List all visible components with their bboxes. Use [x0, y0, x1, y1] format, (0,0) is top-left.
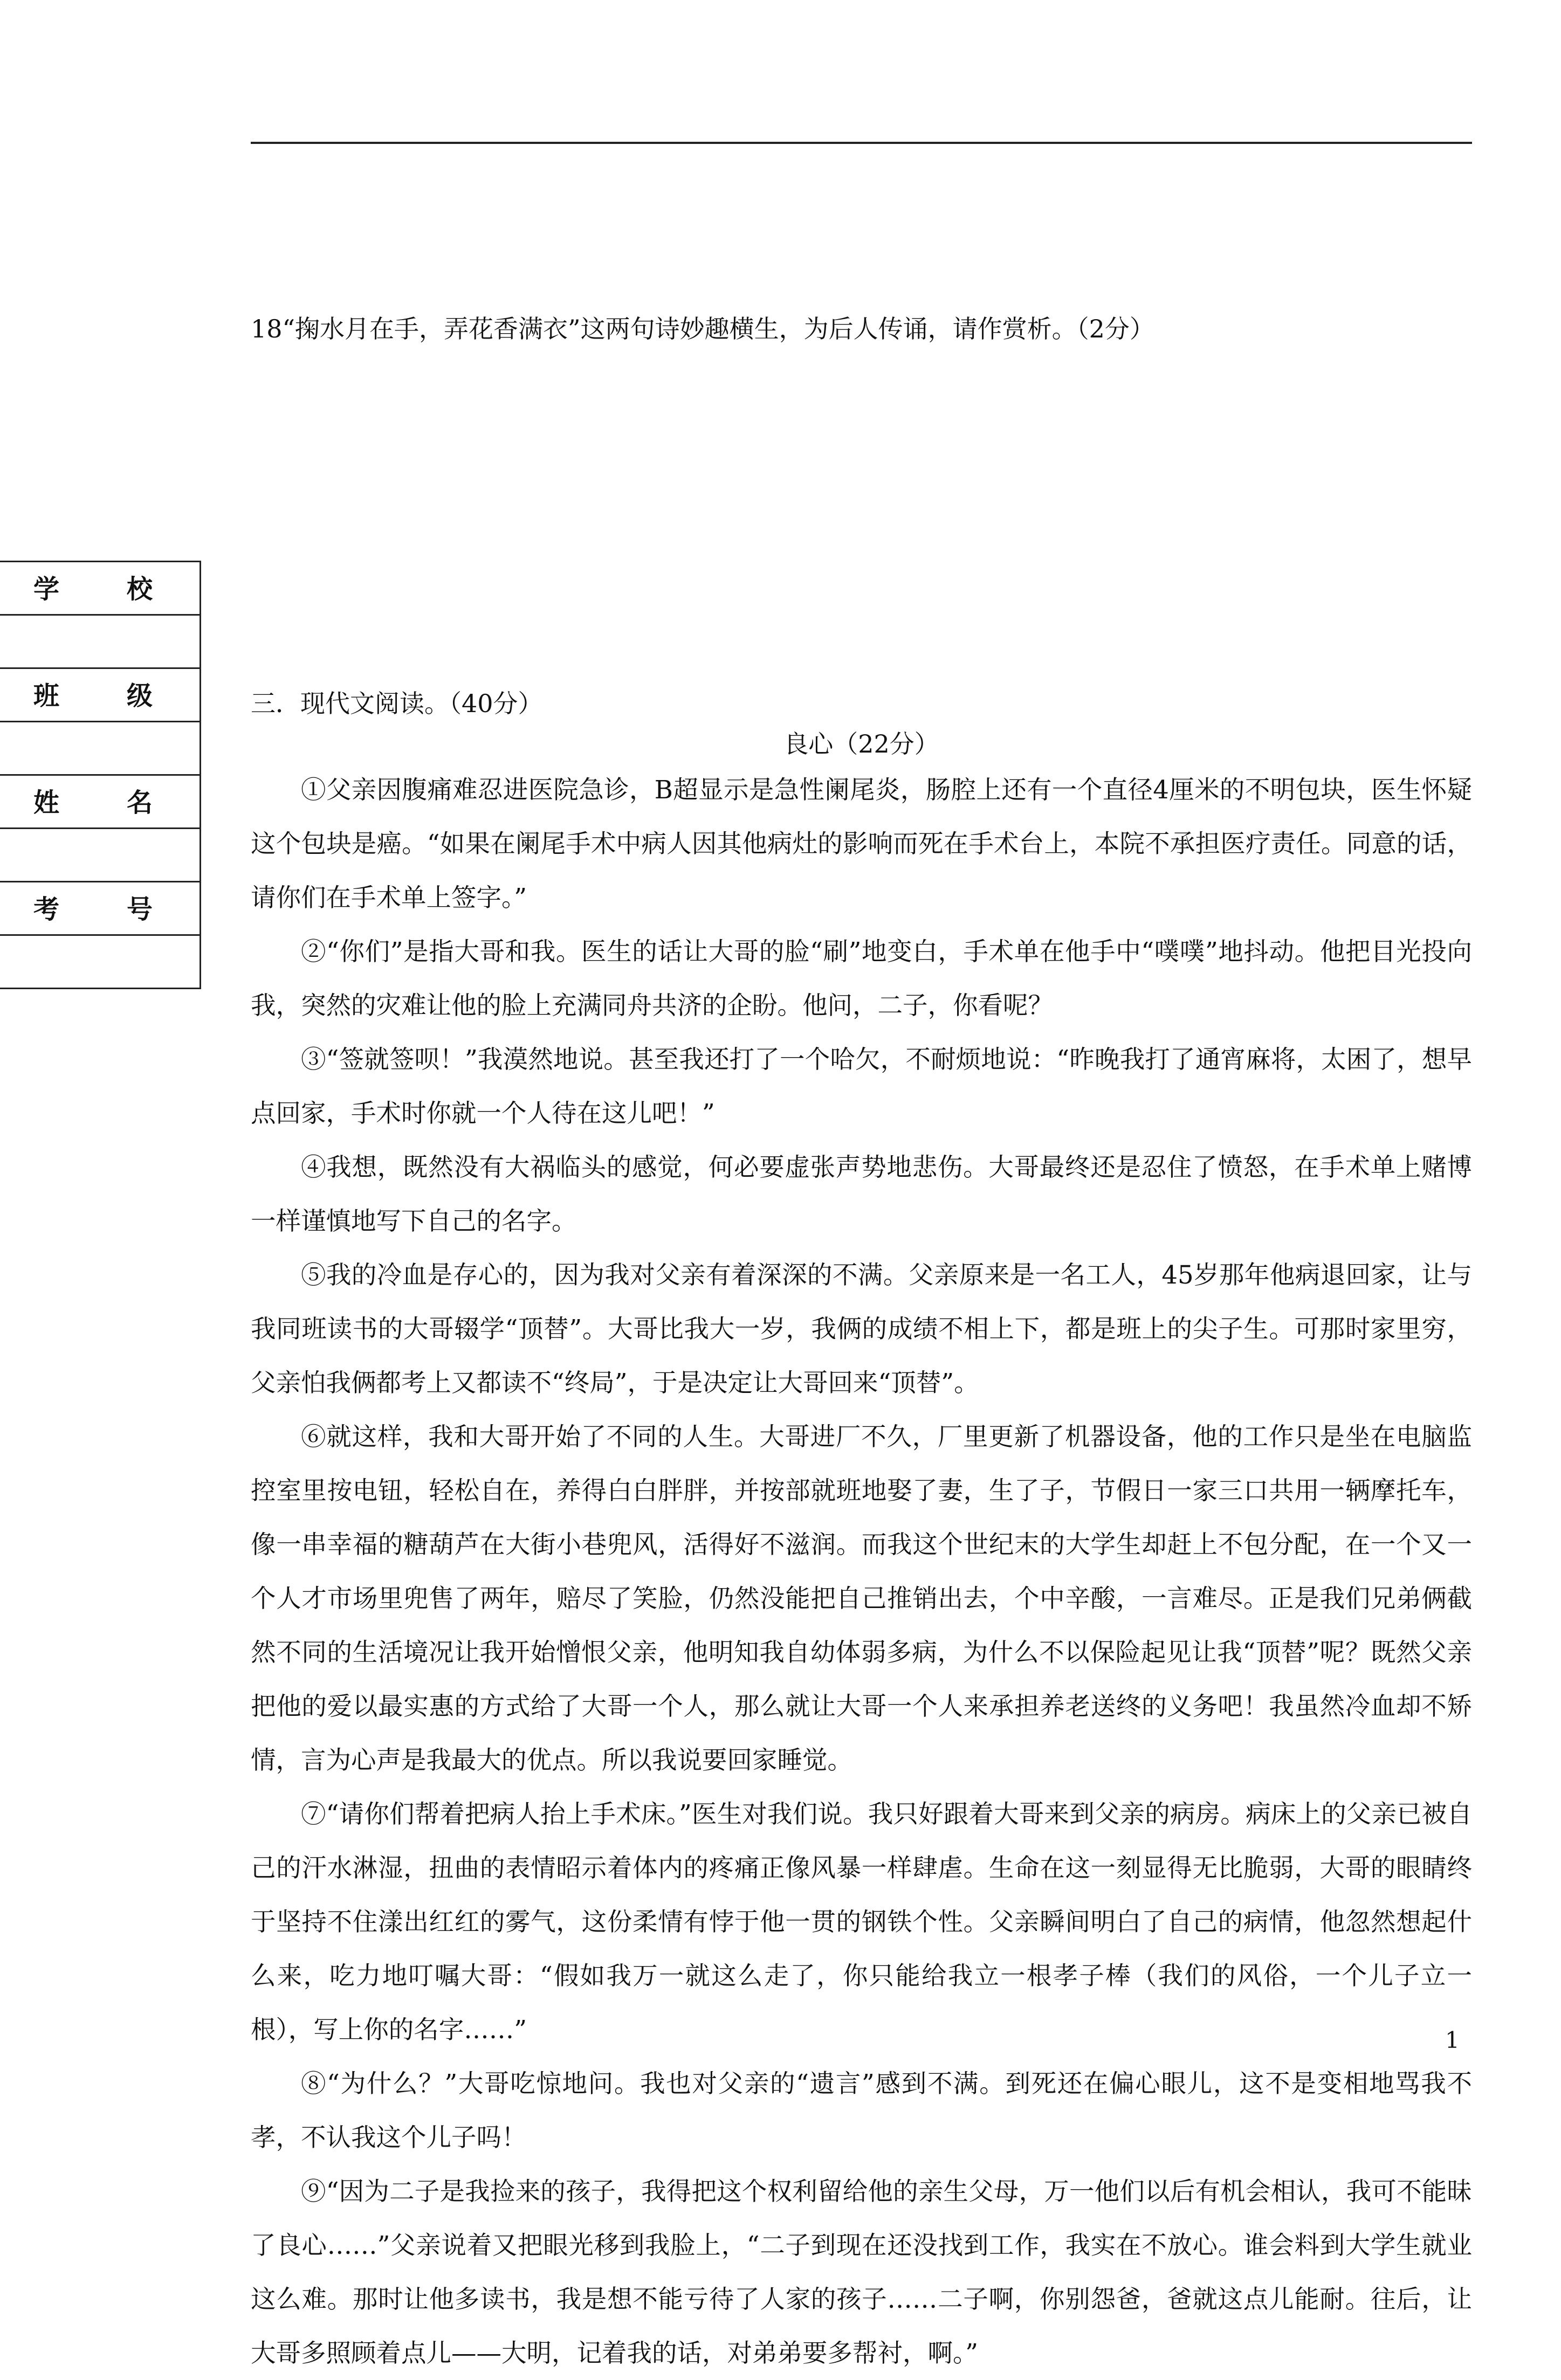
info-cell: 考 [33, 894, 60, 925]
page-number: 1 [1445, 2027, 1460, 2053]
paragraph: ⑤我的冷血是存心的，因为我对父亲有着深深的不满。父亲原来是一名工人，45岁那年他病退回家，让与我同班读书的大哥辍学“顶替”。大哥比我大一岁，我俩的成绩不相上下，都是班上的尖子生。可那时家里穷，父亲怕我俩都考上又都读不“终局”，于是决定让大哥回来“顶替”。 [251, 1260, 1472, 1397]
paragraph: ①父亲因腹痛难忍进医院急诊，B超显示是急性阑尾炎，肠腔上还有一个直径4厘米的不明包块，医生怀疑这个包块是癌。“如果在阑尾手术中病人因其他病灶的影响而死在手术台上，本院不承担医疗责任。同意的话，请你们在手术单上签字。” [251, 775, 1472, 912]
paragraph: ⑥就这样，我和大哥开始了不同的人生。大哥进厂不久，厂里更新了机器设备，他的工作只是坐在电脑监控室里按电钮，轻松自在，养得白白胖胖，并按部就班地娶了妻，生了子，节假日一家三口共用一辆摩托车，像一串幸福的糖葫芦在大街小巷兜风，活得好不滋润。而我这个世纪末的大学生却赶上不包分配，在一个又一个人才市场里兜售了两年，赔尽了笑脸，仍然没能把自己推销出去，个中辛酸，一言难尽。正是我们兄弟俩截然不同的生活境况让我开始憎恨父亲，他明知我自幼体弱多病，为什么不以保险起见让我“顶替”呢？既然父亲把他的爱以最实惠的方式给了大哥一个人，那么就让大哥一个人来承担养老送终的义务吧！我虽然冷血却不矫情，言为心声是我最大的优点。所以我说要回家睡觉。 [251, 1422, 1472, 1775]
paragraph: ⑧“为什么？”大哥吃惊地问。我也对父亲的“遗言”感到不满。到死还在偏心眼儿，这不是变相地骂我不孝，不认我这个儿子吗！ [251, 2069, 1472, 2152]
paragraph: ⑦“请你们帮着把病人抬上手术床。”医生对我们说。我只好跟着大哥来到父亲的病房。病床上的父亲已被自己的汗水淋湿，扭曲的表情昭示着体内的疼痛正像风暴一样肆虐。生命在这一刻显得无比脆弱，大哥的眼睛终于坚持不住漾出红红的雾气，这份柔情有悖于他一贯的钢铁个性。父亲瞬间明白了自己的病情，他忽然想起什么来，吃力地叮嘱大哥：“假如我万一就这么走了，你只能给我立一根孝子棒（我们的风俗，一个儿子立一根），写上你的名字……” [251, 1799, 1472, 2044]
info-row-exam-number-blank[interactable] [0, 936, 200, 989]
question-18: 18“掬水月在手，弄花香满衣”这两句诗妙趣横生，为后人传诵，请作赏析。（2分） [251, 314, 1154, 343]
header-rule [251, 142, 1472, 144]
article-body [251, 763, 1472, 2380]
info-row-school-blank[interactable] [0, 616, 200, 669]
info-row-class-blank[interactable] [0, 722, 200, 776]
paragraph: ③“签就签呗！”我漠然地说。甚至我还打了一个哈欠，不耐烦地说：“昨晚我打了通宵麻将，太困了，想早点回家，手术时你就一个人待在这儿吧！” [251, 1045, 1472, 1128]
info-row-school-label [0, 562, 200, 616]
info-cell: 校 [127, 574, 153, 604]
info-row-name-blank[interactable] [0, 829, 200, 882]
info-cell: 名 [127, 788, 153, 818]
info-row-exam-number-label [0, 882, 200, 936]
info-row-class-label [0, 669, 200, 722]
paragraph: ④我想，既然没有大祸临头的感觉，何必要虚张声势地悲伤。大哥最终还是忍住了愤怒，在手术单上赌博一样谨慎地写下自己的名字。 [251, 1153, 1472, 1236]
article-title: 良心（22分） [783, 729, 939, 758]
info-cell: 班 [33, 681, 60, 711]
info-cell: 号 [127, 894, 153, 925]
info-cell: 学 [33, 574, 60, 604]
section-heading: 三．现代文阅读。（40分） [251, 689, 543, 718]
student-info-table [0, 561, 201, 989]
info-row-name-label [0, 776, 200, 829]
paragraph: ⑨“因为二子是我捡来的孩子，我得把这个权利留给他的亲生父母，万一他们以后有机会相认，我可不能昧了良心……”父亲说着又把眼光移到我脸上，“二子到现在还没找到工作，我实在不放心。谁会料到大学生就业这么难。那时让他多读书，我是想不能亏待了人家的孩子……二子啊，你别怨爸，爸就这点儿能耐。往后，让大哥多照顾着点儿——大明，记着我的话，对弟弟要多帮衬，啊。” [251, 2177, 1472, 2368]
paragraph: ②“你们”是指大哥和我。医生的话让大哥的脸“刷”地变白，手术单在他手中“噗噗”地抖动。他把目光投向我，突然的灾难让他的脸上充满同舟共济的企盼。他问，二子，你看呢？ [251, 937, 1472, 1020]
info-cell: 姓 [33, 788, 60, 818]
info-cell: 级 [127, 681, 153, 711]
